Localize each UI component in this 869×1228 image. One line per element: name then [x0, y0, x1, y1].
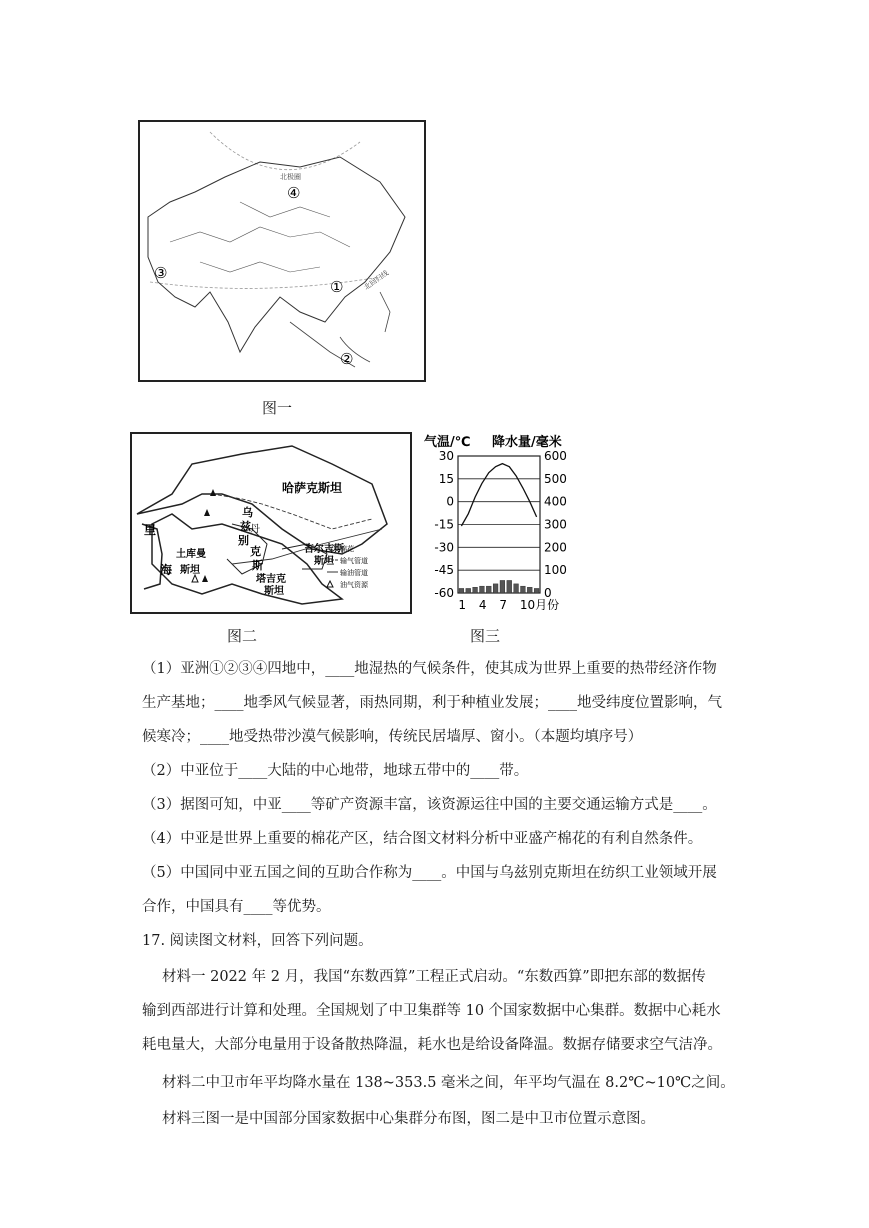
y-left-tick-label: -30 [434, 540, 454, 555]
precipitation-bar [527, 587, 532, 593]
label-tajik-2: 斯坦 [264, 586, 284, 597]
label-turkmen-2: 斯坦 [180, 565, 200, 576]
y-right-tick-label: 400 [544, 494, 567, 509]
y-right-tick-label: 0 [544, 586, 552, 600]
precipitation-bar [534, 588, 539, 593]
y-left-tick-label: -45 [434, 563, 454, 578]
central-asia-map [130, 432, 412, 614]
label-caspian-1: 里 [144, 523, 157, 537]
precipitation-bar [493, 584, 498, 593]
legend-cotton: 棉花 [340, 545, 354, 553]
y-left-tick-label: 30 [438, 449, 454, 463]
question-16-1-line-2: 生产基地；____地季风气候显著，雨热同期，利于种植业发展；____地受纬度位置影响，气 [142, 695, 722, 711]
central-asia-map-drawing [132, 434, 410, 612]
question-16-5-line-1: （5）中国同中亚五国之间的互助合作称为____。中国与乌兹别克斯坦在纺织工业领域开展 [142, 865, 717, 881]
y-right-tick-label: 500 [544, 471, 567, 486]
label-kyrgyz-1: 吉尔吉斯 [304, 544, 344, 555]
question-17-title: 17. 阅读图文材料，回答下列问题。 [142, 933, 373, 949]
x-tick-label: 10月份 [519, 598, 560, 612]
material-2: 材料二中卫市年平均降水量在 138~353.5 毫米之间，年平均气温在 8.2℃~10℃之间。 [162, 1075, 735, 1091]
label-tajik-1: 塔吉克 [256, 574, 286, 585]
label-uzbek-1: 乌 [242, 506, 253, 519]
y-right-axis-label: 降水量/毫米 [492, 435, 562, 450]
precipitation-bar [473, 587, 478, 593]
x-tick-label: 4 [478, 598, 487, 612]
y-right-tick-label: 200 [544, 540, 567, 555]
question-16-2: （2）中亚位于____大陆的中心地带，地球五带中的____带。 [142, 763, 529, 779]
precipitation-bar [521, 586, 526, 593]
x-tick-label: 7 [499, 598, 508, 612]
tropic-label: 北回归线 [362, 269, 391, 292]
label-kyrgyz-2: 斯坦 [314, 556, 334, 567]
label-uzbek-3: 别 [238, 534, 249, 547]
marker-2: ② [340, 350, 354, 368]
question-16-4: （4）中亚是世界上重要的棉花产区，结合图文材料分析中亚盛产棉花的有利自然条件。 [142, 831, 703, 847]
asia-map [138, 120, 426, 382]
y-right-tick-label: 300 [544, 517, 567, 532]
label-turkmen-1: 土库曼 [176, 549, 206, 560]
question-16-1-line-3: 候寒冷；____地受热带沙漠气候影响，传统民居墙厚、窗小。（本题均填序号） [142, 729, 643, 745]
arctic-circle-label: 北极圈 [280, 173, 301, 181]
y-right-tick-label: 100 [544, 563, 567, 578]
oil-gas-icon [204, 509, 210, 516]
material-1-line-3: 耗电量大，大部分电量用于设备散热降温，耗水也是给设备降温。数据存储要求空气洁净。 [142, 1037, 722, 1053]
marker-1: ① [330, 278, 344, 296]
y-left-tick-label: -15 [434, 517, 454, 532]
question-16-1-line-1: （1）亚洲①②③④四地中，____地湿热的气候条件，使其成为世界上重要的热带经济作物 [142, 661, 717, 677]
figure-1-caption: 图一 [262, 399, 293, 417]
y-left-tick-label: 0 [446, 494, 454, 509]
oil-gas-icon [210, 489, 216, 496]
climate-chart-svg [420, 430, 590, 615]
climate-chart [420, 430, 590, 615]
material-1-line-1: 材料一 2022 年 2 月，我国“东数西算”工程正式启动。“东数西算”即把东部的数据传 [162, 969, 706, 985]
legend-oil-pipeline: 输油管道 [340, 569, 368, 577]
oil-gas-icon [202, 575, 208, 582]
label-kazakhstan: 哈萨克斯坦 [282, 481, 343, 495]
figure-2-caption: 图二 [227, 627, 258, 645]
precipitation-bar [486, 586, 491, 593]
oil-gas-icon [327, 581, 333, 587]
temperature-line [461, 464, 536, 526]
y-left-axis-label: 气温/℃ [424, 435, 471, 450]
y-right-tick-label: 600 [544, 449, 567, 463]
legend-oil-gas: 油气资源 [340, 581, 368, 589]
y-left-tick-label: 15 [438, 471, 454, 486]
precipitation-bar [459, 588, 464, 593]
question-16-3: （3）据图可知，中亚____等矿产资源丰富，该资源运往中国的主要交通运输方式是____。 [142, 797, 717, 813]
label-china-fragment: 丹 [250, 524, 260, 535]
precipitation-bar [507, 580, 512, 593]
label-uzbek-5: 斯 [252, 559, 263, 572]
y-left-tick-label: -60 [434, 586, 454, 600]
legend-gas-pipeline: 输气管道 [340, 557, 368, 565]
precipitation-bar [480, 586, 485, 593]
precipitation-bar [514, 584, 519, 593]
oil-gas-icon [192, 575, 198, 582]
question-16-5-line-2: 合作，中国具有____等优势。 [142, 899, 331, 915]
figure-3-caption: 图三 [470, 627, 501, 645]
precipitation-bar [500, 580, 505, 593]
x-tick-label: 1 [458, 598, 467, 612]
marker-4: ④ [287, 184, 301, 202]
label-caspian-2: 海 [160, 563, 173, 577]
precipitation-bar [466, 588, 471, 593]
marker-3: ③ [154, 264, 168, 282]
label-uzbek-4: 克 [250, 545, 261, 558]
material-1-line-2: 输到西部进行计算和处理。全国规划了中卫集群等 10 个国家数据中心集群。数据中心耗水 [142, 1003, 721, 1019]
asia-map-drawing [140, 122, 424, 380]
label-uzbek-2: 兹 [240, 520, 251, 533]
material-3: 材料三图一是中国部分国家数据中心集群分布图，图二是中卫市位置示意图。 [162, 1111, 655, 1127]
